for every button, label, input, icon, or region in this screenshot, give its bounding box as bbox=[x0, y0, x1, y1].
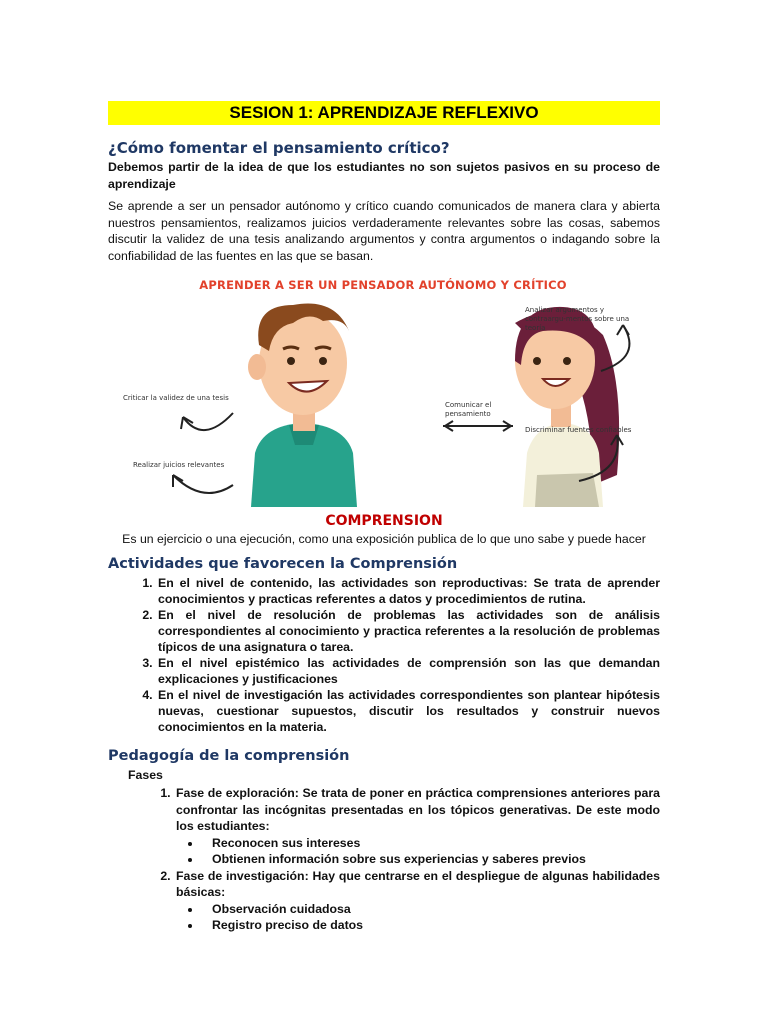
boy-figure bbox=[248, 303, 357, 507]
fase-exploracion-label: Fase de exploración: bbox=[176, 786, 299, 800]
list-item: 4. En el nivel de investigación las actividades correspondientes son plantear hipótesis nuevas, cuestionar supuestos, discutir los resultados y construir nuevos conocimientos en la materia. bbox=[156, 687, 660, 735]
fase-investigacion-text: Hay que centrarse en el despliegue de algunas habilidades básicas: bbox=[176, 868, 660, 899]
bullet-item: • Observación cuidadosa bbox=[202, 901, 660, 918]
label-tesis: Criticar la validez de una tesis bbox=[123, 394, 229, 402]
fase-investigacion-label: Fase de investigación: bbox=[176, 868, 309, 883]
list-item: 2. En el nivel de resolución de problemas las actividades son de análisis correspondientes al conocimiento y practica referentes a la resolución de problemas típicos de una asignatura o tarea. bbox=[156, 607, 660, 655]
actividades-list bbox=[108, 575, 660, 735]
pedagogia-heading: Pedagogía de la comprensión bbox=[108, 748, 350, 764]
girl-figure bbox=[515, 307, 619, 507]
bullet-item: • Registro preciso de datos bbox=[202, 917, 660, 934]
fase-exploracion-text: Se trata de poner en práctica comprensiones anteriores para confrontar las incógnitas presentadas en los tópicos generativas. De este modo los estudiantes: bbox=[176, 786, 661, 833]
list-item: 1. En el nivel de contenido, las actividades son reproductivas: Se trata de aprender conocimientos y practicas referentes a datos y procedimientos de rutina. bbox=[156, 575, 660, 607]
fases-list bbox=[108, 785, 660, 934]
paragraph-pensador: Se aprende a ser un pensador autónomo y crítico cuando comunicados de manera clara y abierta nuestros pensamientos, realizamos juicios verdaderamente relevantes sobre las cosas, sabemos discutir la validez de una tesis analizando argumentos y contra argumentos o indagando sobre la confiabilidad de las fuentes en las que se basan. bbox=[108, 199, 660, 263]
fase-investigacion-bullets bbox=[176, 901, 660, 934]
fase-investigacion bbox=[174, 868, 660, 934]
list-item: 3. En el nivel epistémico las actividades de comprensión son las que demandan explicaciones y justificaciones bbox=[156, 655, 660, 687]
bullet-item: • Reconocen sus intereses bbox=[202, 835, 660, 852]
fases-label: Fases bbox=[128, 768, 163, 782]
label-argumentos: Analizar argumentos y contraargu-mentos sobre una teoría bbox=[525, 306, 630, 332]
page-title: SESION 1: APRENDIZAJE REFLEXIVO bbox=[108, 101, 660, 125]
label-comunicar: Comunicar el pensamiento bbox=[445, 401, 492, 418]
fase-exploracion-bullets bbox=[176, 835, 660, 868]
fase-exploracion bbox=[174, 785, 660, 868]
actividades-heading: Actividades que favorecen la Comprensión bbox=[108, 556, 458, 572]
comprension-title: COMPRENSION bbox=[325, 513, 443, 529]
paragraph-intro: Debemos partir de la idea de que los estudiantes no son sujetos pasivos en su proceso de aprendizaje bbox=[108, 160, 660, 191]
comprension-description: Es un ejercicio o una ejecución, como una exposición publica de lo que uno sabe y puede hacer bbox=[122, 532, 646, 546]
label-juicios: Realizar juicios relevantes bbox=[133, 461, 225, 469]
bullet-item: • Obtienen información sobre sus experiencias y saberes previos bbox=[202, 851, 660, 868]
section-heading-pensamiento: ¿Cómo fomentar el pensamiento crítico? bbox=[108, 139, 450, 157]
illustration-title: APRENDER A SER UN PENSADOR AUTÓNOMO Y CRÍTICO bbox=[199, 278, 567, 292]
label-fuentes: Discriminar fuentes confiables bbox=[525, 426, 632, 434]
illustration-pensador bbox=[123, 275, 643, 507]
